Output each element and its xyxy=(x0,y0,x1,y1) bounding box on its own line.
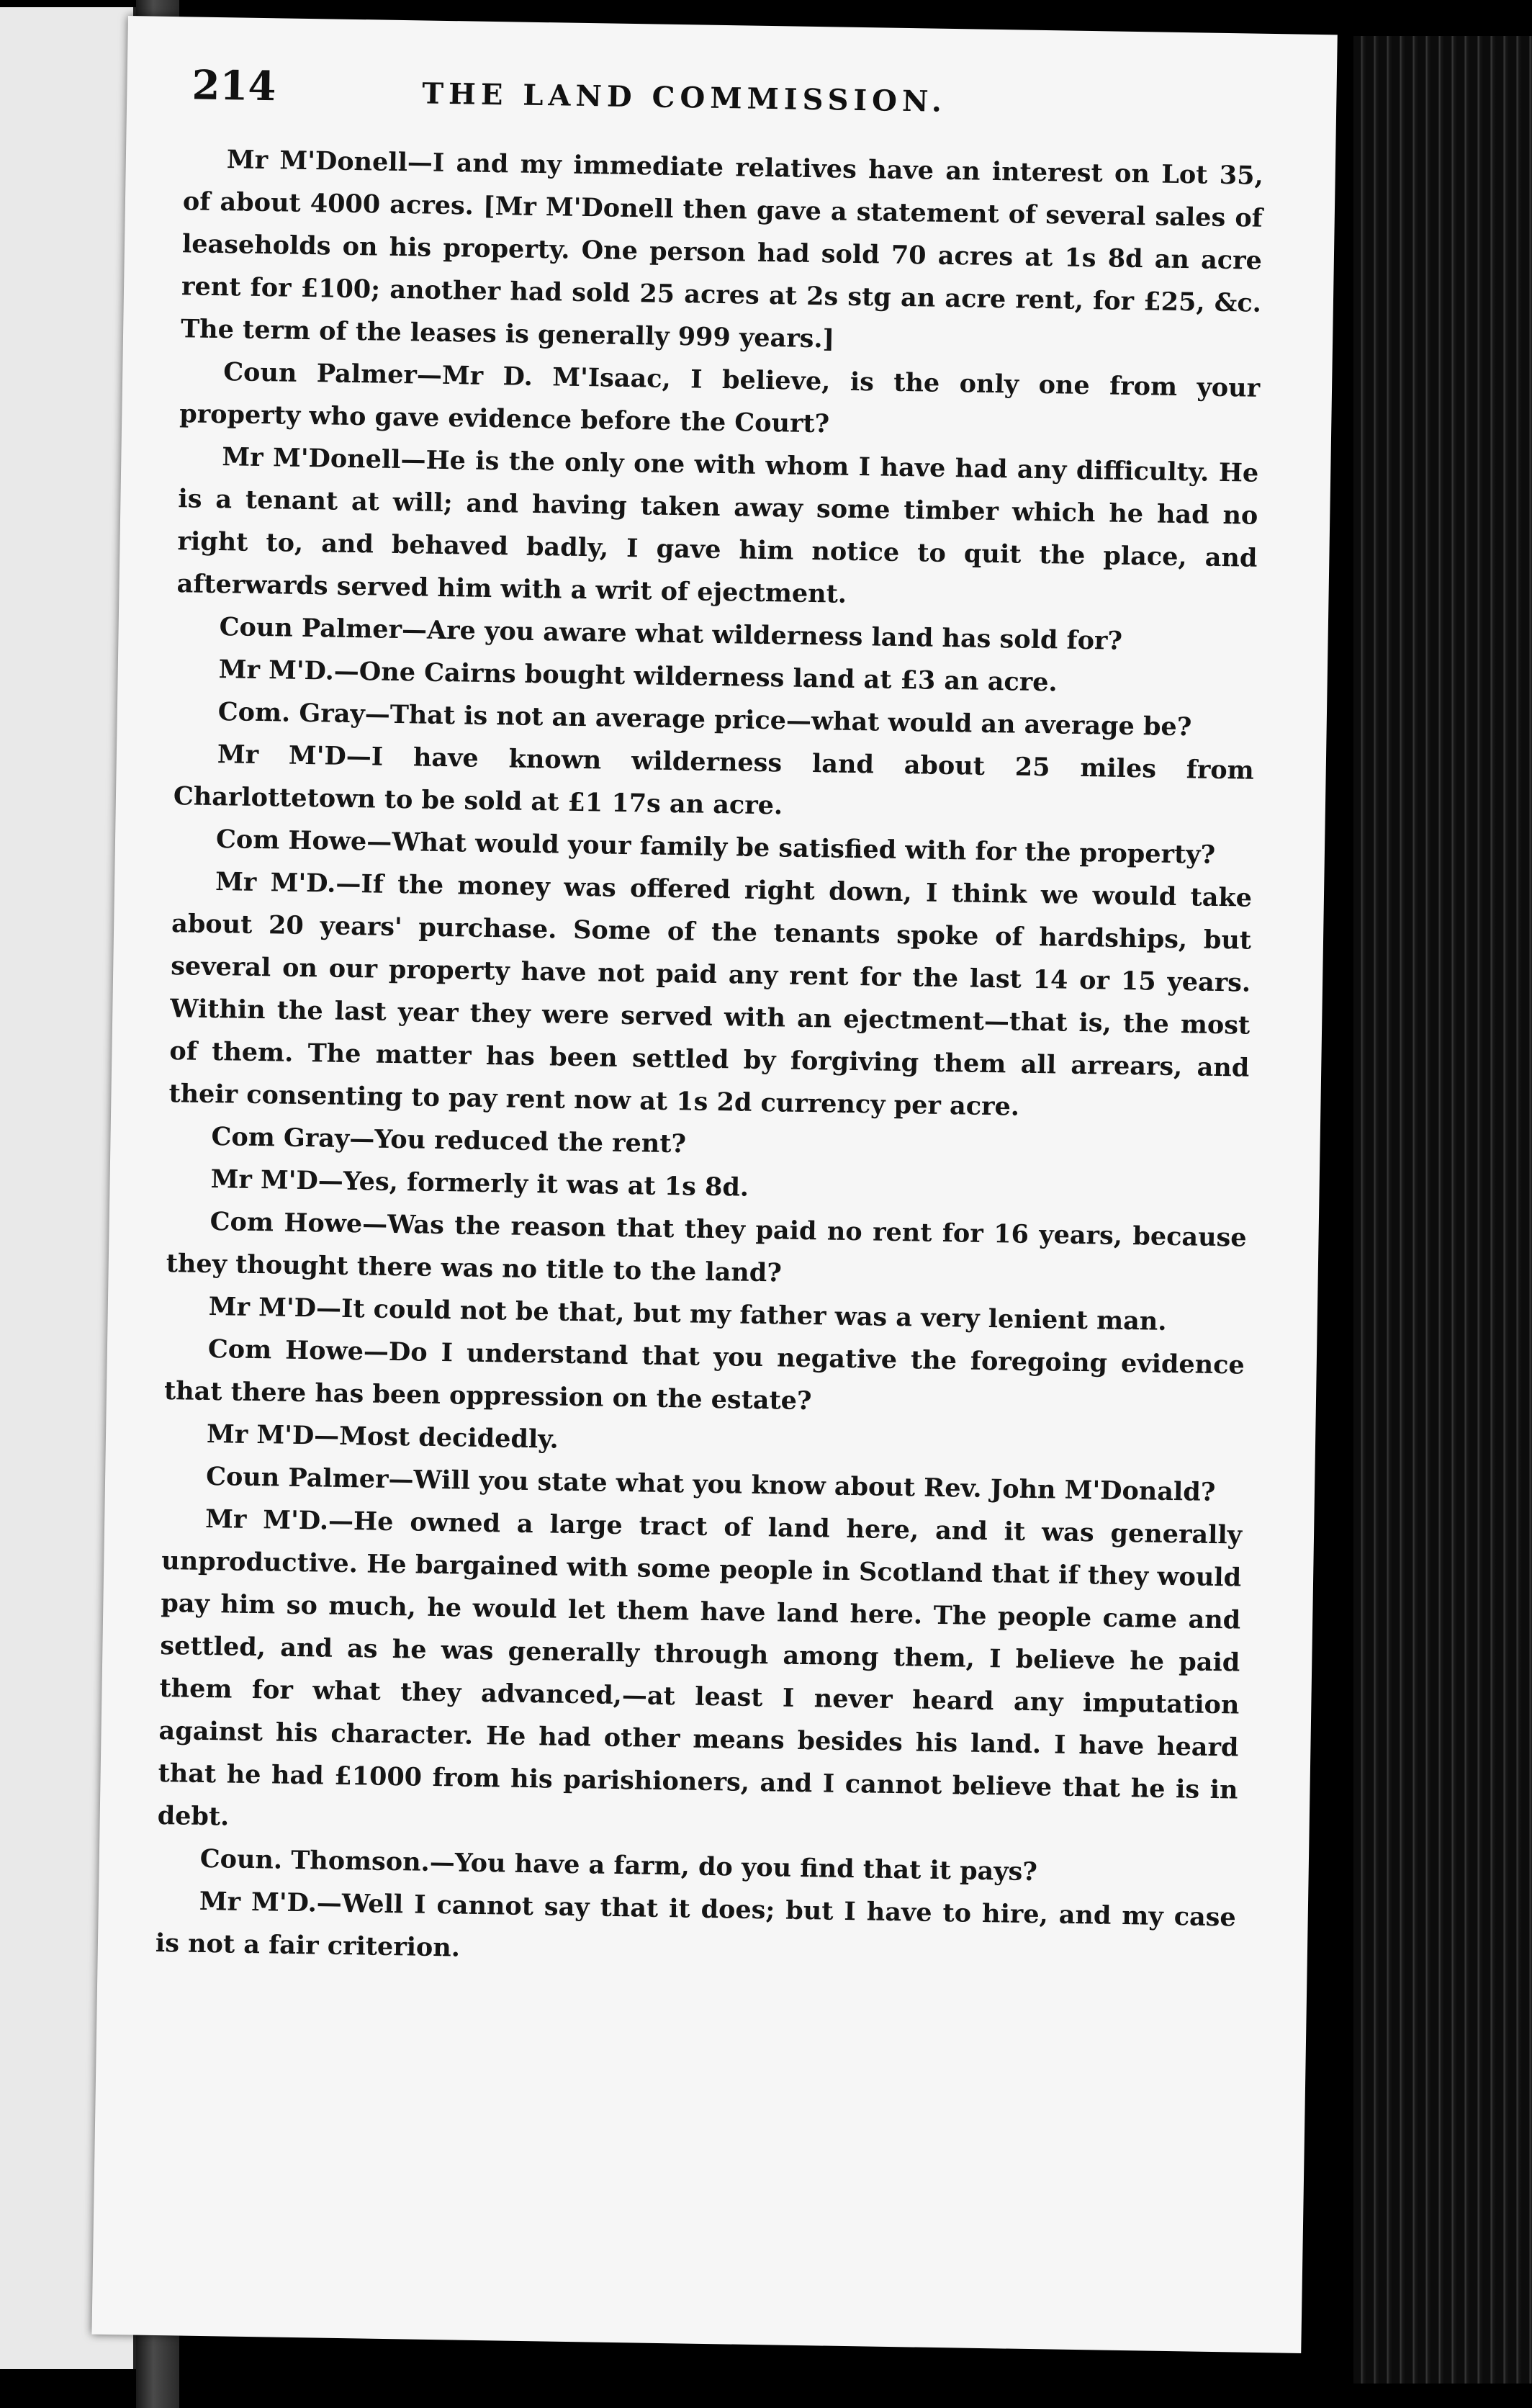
page-header xyxy=(192,61,1315,143)
testimony-text xyxy=(156,138,1264,1981)
paragraph: Mr M'D.—One Cairns bought wilderness land at £3 an acre. xyxy=(218,655,1058,698)
paragraph: Coun Palmer—Mr D. M'Isaac, I believe, is the only one from your property who gave evidence before the Court? xyxy=(179,357,1261,439)
book-page xyxy=(91,16,1337,2353)
paragraph: Mr M'D.—If the money was offered right down, I think we would take about 20 years' purchase. Some of the tenants spoke of hardships, but several on our property have not paid any rent for the last 14 or 15 years. Within the last year they were served with an ejectment—that is, the most of them. The matter has been settled by forgiving them all arrears, and their consenting to pay rent now at 1s 2d currency per acre. xyxy=(168,867,1253,1122)
paragraph: Mr M'D—It could not be that, but my father was a very lenient man. xyxy=(208,1291,1167,1336)
running-title: THE LAND COMMISSION. xyxy=(421,76,947,119)
page-number: 214 xyxy=(191,61,276,111)
paragraph: Mr M'D—Most decidedly. xyxy=(206,1419,559,1455)
paragraph: Mr M'D.—He owned a large tract of land here, and it was generally unproductive. He bargained with some people in Scotland that if they would pay him so much, he would let them have land here. The people came and settled, and as he was generally through among them, I believe he paid them for what they advanced,—at least I never heard any imputation against his character. He had other means besides his land. I have heard that he had £1000 from his parishioners, and I cannot believe that he is in debt. xyxy=(157,1504,1243,1832)
paragraph: Com Howe—What would your family be satisfied with for the property? xyxy=(215,825,1216,870)
paragraph: Com Howe—Do I understand that you negative the foregoing evidence that there has been oppression on the estate? xyxy=(163,1334,1245,1416)
paragraph: Coun. Thomson.—You have a farm, do you find that it pays? xyxy=(199,1843,1038,1887)
paragraph: Mr M'D.—Well I cannot say that it does; but I have to hire, and my case is not a fair criterion. xyxy=(155,1886,1237,1963)
paragraph: Coun Palmer—Will you state what you know about Rev. John M'Donald? xyxy=(205,1461,1216,1507)
paragraph: Mr M'D—I have known wilderness land about 25 miles from Charlottetown to be sold at £1 17s an acre. xyxy=(173,740,1255,821)
paragraph: Mr M'Donell—I and my immediate relatives have an interest on Lot 35, of about 4000 acres. [Mr M'Donell then gave a statement of several sales of leaseholds on his property. One person had sold 70 acres at 1s 8d an acre rent for £100; another had sold 25 acres at 2s stg an acre rent, for £25, &c. The term of the leases is generally 999 years.] xyxy=(180,145,1264,354)
paragraph: Com Gray—You reduced the rent? xyxy=(211,1122,687,1159)
paragraph: Mr M'D—Yes, formerly it was at 1s 8d. xyxy=(210,1164,749,1203)
paragraph: Mr M'Donell—He is the only one with whom I have had any difficulty. He is a tenant at will; and having taken away some timber which he had no right to, and behaved badly, I gave him notice to quit the place, and afterwards served him with a writ of ejectment. xyxy=(176,442,1259,609)
paragraph: Com Howe—Was the reason that they paid no rent for 16 years, because they thought there was no title to the land? xyxy=(166,1206,1247,1288)
paragraph: Com. Gray—That is not an average price—what would an average be? xyxy=(217,697,1192,742)
paragraph: Coun Palmer—Are you aware what wilderness land has sold for? xyxy=(219,612,1123,656)
page-edges xyxy=(1353,36,1532,2384)
